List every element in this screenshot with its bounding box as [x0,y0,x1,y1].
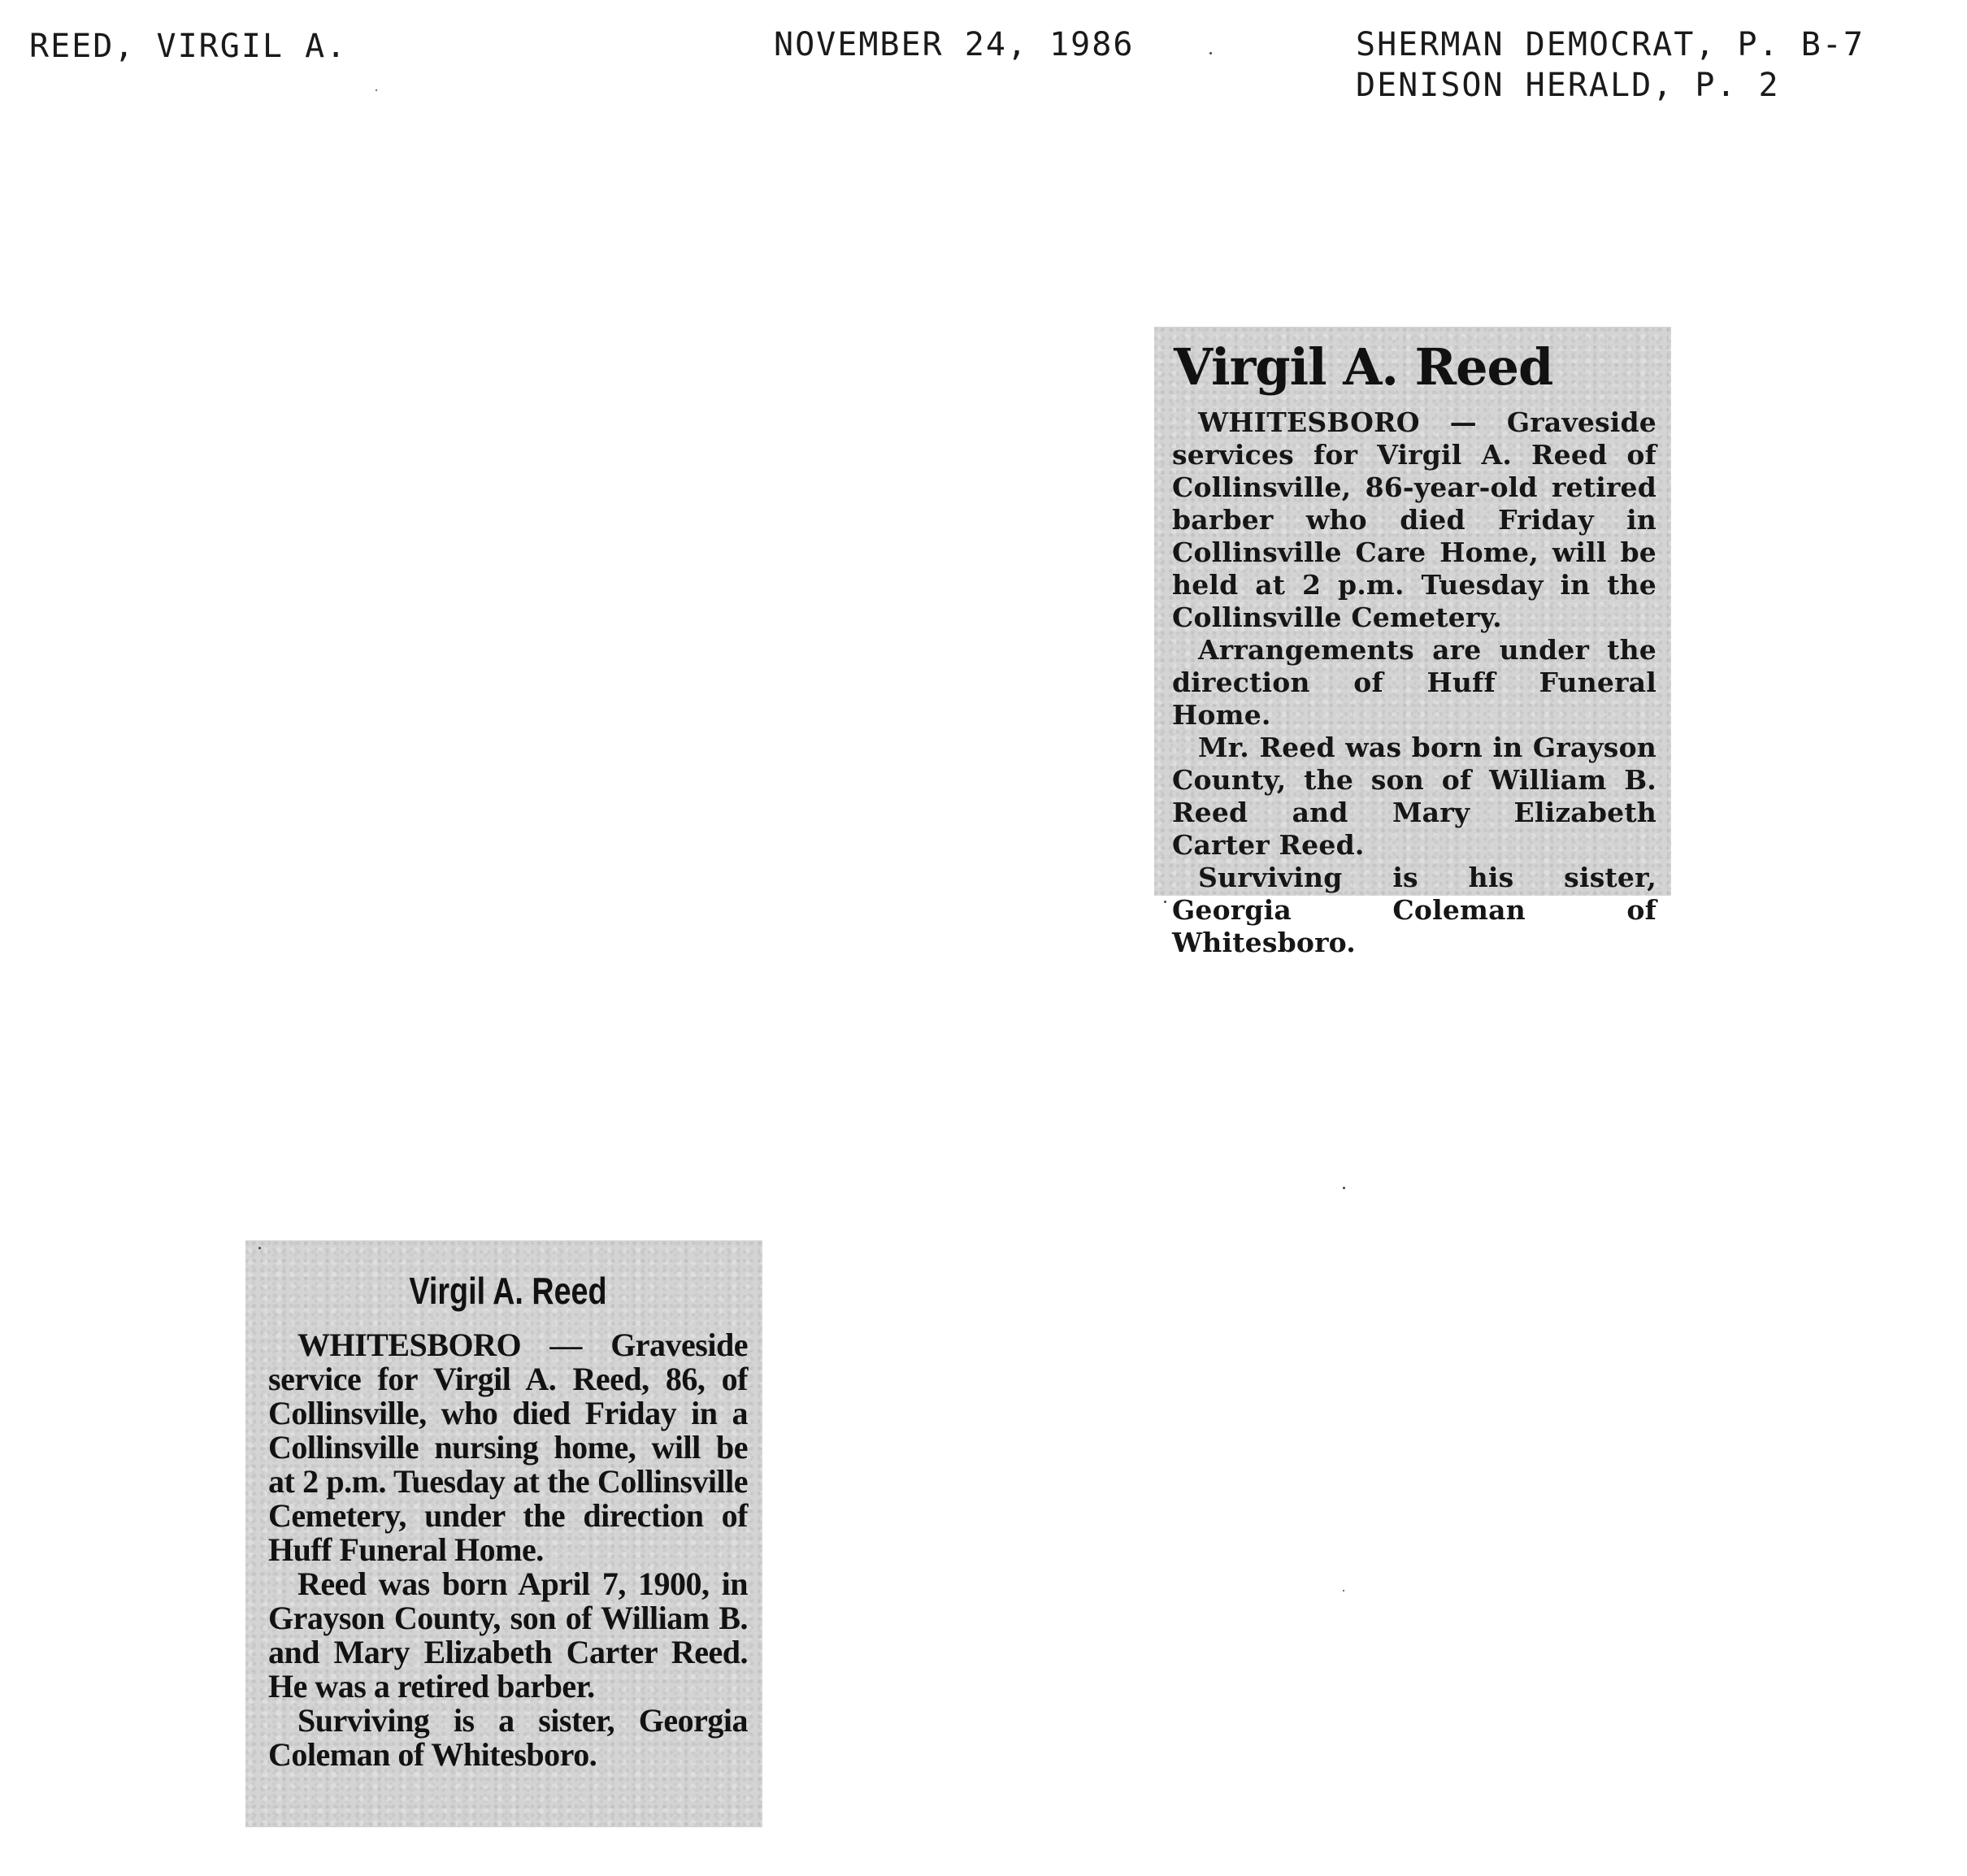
scan-speck [1209,52,1212,54]
clipping-paragraph: WHITESBORO — Graveside services for Virgil A. Reed of Collinsville, 86-year-old retired barber who died Friday in Collinsville Care Home, will be held at 2 p.m. Tuesday in the Collinsville Cemetery. [1172,406,1657,633]
scan-speck [258,1247,261,1249]
clipping-body [268,1328,748,1772]
clipping-headline: Virgil A. Reed [1174,337,1553,397]
record-publications [1356,24,1865,106]
clipping-paragraph: Reed was born April 7, 1900, in Grayson County, son of William B. and Mary Elizabeth Carter Reed. He was a retired barber. [268,1566,748,1704]
clipping-paragraph: Arrangements are under the direction of Huff Funeral Home. [1172,634,1657,731]
clipping-paragraph: Surviving is a sister, Georgia Coleman of Whitesboro. [268,1702,748,1773]
record-date: NOVEMBER 24, 1986 [774,26,1135,63]
scan-speck [1343,1187,1345,1189]
scan-speck [1343,1590,1344,1592]
record-name: REED, VIRGIL A. [29,28,348,65]
clipping-paragraph: WHITESBORO — Graveside service for Virgil A. Reed, 86, of Collinsville, who died Friday in a Collinsville nursing home, will be at 2 p.m. Tuesday at the Collinsville Cemetery, under the direction of Huff Funeral Home. [268,1327,748,1568]
clipping-paragraph: Mr. Reed was born in Grayson County, the son of William B. Reed and Mary Elizabeth Carter Reed. [1172,732,1657,861]
obituary-clipping-democrat [245,1240,762,1827]
clipping-body [1166,406,1657,959]
publication-sherman-democrat: SHERMAN DEMOCRAT, P. B-7 [1356,26,1865,63]
scan-speck [376,89,377,91]
clipping-paragraph: Surviving is his sister, Georgia Coleman of Whitesboro. [1172,862,1657,958]
publication-denison-herald: DENISON HERALD, P. 2 [1356,67,1780,104]
scan-speck [1164,901,1166,903]
clipping-headline: Virgil A. Reed [409,1270,607,1312]
obituary-clipping-herald [1154,327,1671,958]
